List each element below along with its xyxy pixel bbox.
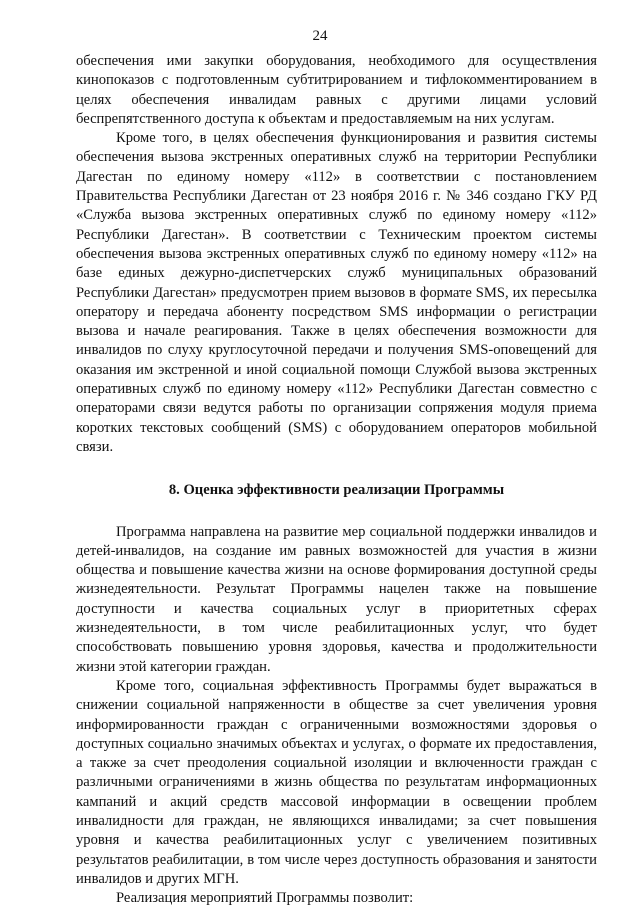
section-heading: 8. Оценка эффективности реализации Программы xyxy=(168,482,505,499)
page-content xyxy=(76,52,597,908)
paragraph-social-effectiveness: Кроме того, социальная эффективность Программы будет выражаться в снижении социальной напряженности в обществе за счет увеличения уровня информированности граждан с ограниченными возможностями здоровья о доступных социально значимых объектах и услугах, о формате их предоставления, а также за счет преодоления социальной изоляции и включенности граждан с различными ограничениями в жизнь общества по результатам информационных кампаний и акций средств массовой информации в освещении проблем инвалидности для граждан, не являющихся инвалидами; за счет повышения уровня и качества реабилитационных услуг с увеличением позитивных результатов реабилитации, в том числе через доступность образования и занятости инвалидов и других МГН. xyxy=(76,677,597,887)
paragraph-program-goals: Программа направлена на развитие мер социальной поддержки инвалидов и детей-инвалидов, на создание им равных возможностей для участия в жизни общества и повышение качества жизни на основе формирования доступной среды жизнедеятельности. Результат Программы нацелен также на повышение доступности и качества социальных услуг в приоритетных сферах жизнедеятельности, в том числе реабилитационных услуг, что будет способствовать повышению уровня здоровья, качества и продолжительности жизни этой категории граждан. xyxy=(76,523,597,675)
paragraph-emergency-services: Кроме того, в целях обеспечения функционирования и развития системы обеспечения вызова экстренных оперативных служб на территории Республики Дагестан по единому номеру «112» в соответствии с постановлением Правительства Республики Дагестан от 23 ноября 2016 г. № 346 создано ГКУ РД «Служба вызова экстренных оперативных служб по единому номеру «112» Республики Дагестан». В соответствии с Техническим проектом системы обеспечения вызова экстренных оперативных служб по единому номеру «112» на базе единых дежурно-диспетчерских служб муниципальных образований Республики Дагестан» предусмотрен прием вызовов в формате SMS, их пересылка оператору и передача абоненту посредством SMS информации о регистрации вызова и начале реагирования. Также в целях обеспечения возможности для инвалидов по слуху круглосуточной передачи и получения SMS-оповещений для оказания им экстренной и иной социальной помощи Службой вызова экстренных оперативных служб по единому номеру «112» Республики Дагестан совместно с операторами связи ведутся работы по организации сопряжения модуля приема коротких текстовых сообщений (SMS) с оборудованием операторов мобильной связи. xyxy=(76,130,597,455)
page-number: 24 xyxy=(312,28,328,44)
paragraph-implementation: Реализация мероприятий Программы позволит: xyxy=(116,890,414,907)
paragraph-continuation: обеспечения ими закупки оборудования, необходимого для осуществления кинопоказов с подготовленным субтитрированием и тифлокомментированием в целях обеспечения инвалидам равных с другими лицами условий беспрепятственного доступа к объектам и предоставляемым на них услугам. xyxy=(76,53,597,127)
